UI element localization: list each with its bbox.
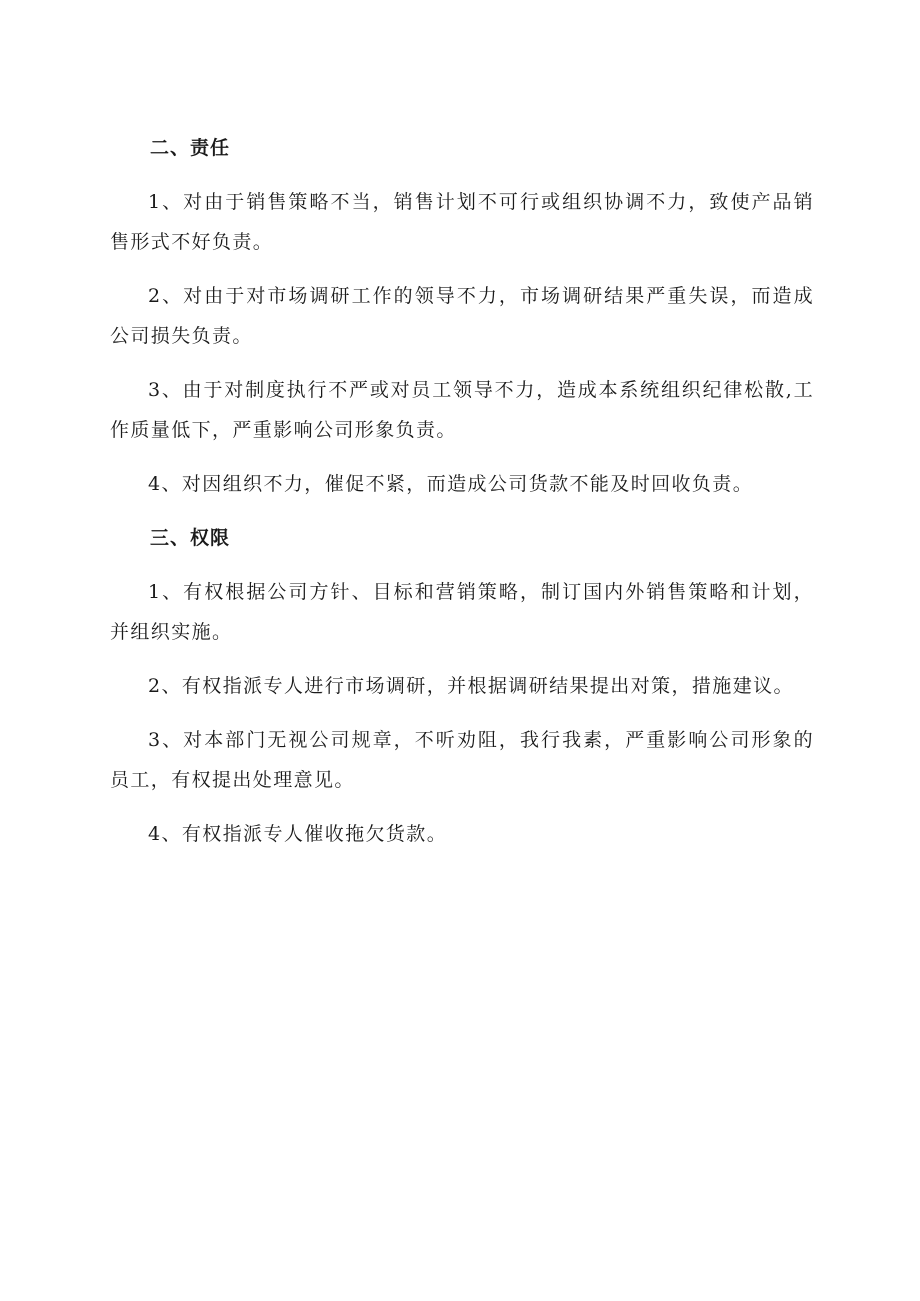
- authority-item-2: 2、有权指派专人进行市场调研，并根据调研结果提出对策，措施建议。: [148, 675, 794, 697]
- section-heading-responsibility: 二、责任: [150, 137, 231, 159]
- responsibility-item-4: 4、对因组织不力，催促不紧，而造成公司货款不能及时回收负责。: [148, 473, 754, 495]
- authority-item-3: 3、对本部门无视公司规章，不听劝阻，我行我素，严重影响公司形象的员工，有权提出处理意见。: [110, 729, 814, 791]
- responsibility-item-1: 1、对由于销售策略不当，销售计划不可行或组织协调不力，致使产品销售形式不好负责。: [110, 191, 814, 253]
- document-page: [110, 128, 814, 854]
- responsibility-item-3: 3、由于对制度执行不严或对员工领导不力，造成本系统组织纪律松散,工作质量低下，严重影响公司形象负责。: [110, 379, 814, 441]
- authority-item-4: 4、有权指派专人催收拖欠货款。: [148, 823, 448, 845]
- responsibility-item-2: 2、对由于对市场调研工作的领导不力，市场调研结果严重失误，而造成公司损失负责。: [110, 285, 814, 347]
- section-heading-authority: 三、权限: [150, 527, 231, 549]
- authority-item-1: 1、有权根据公司方针、目标和营销策略，制订国内外销售策略和计划，并组织实施。: [110, 581, 814, 643]
